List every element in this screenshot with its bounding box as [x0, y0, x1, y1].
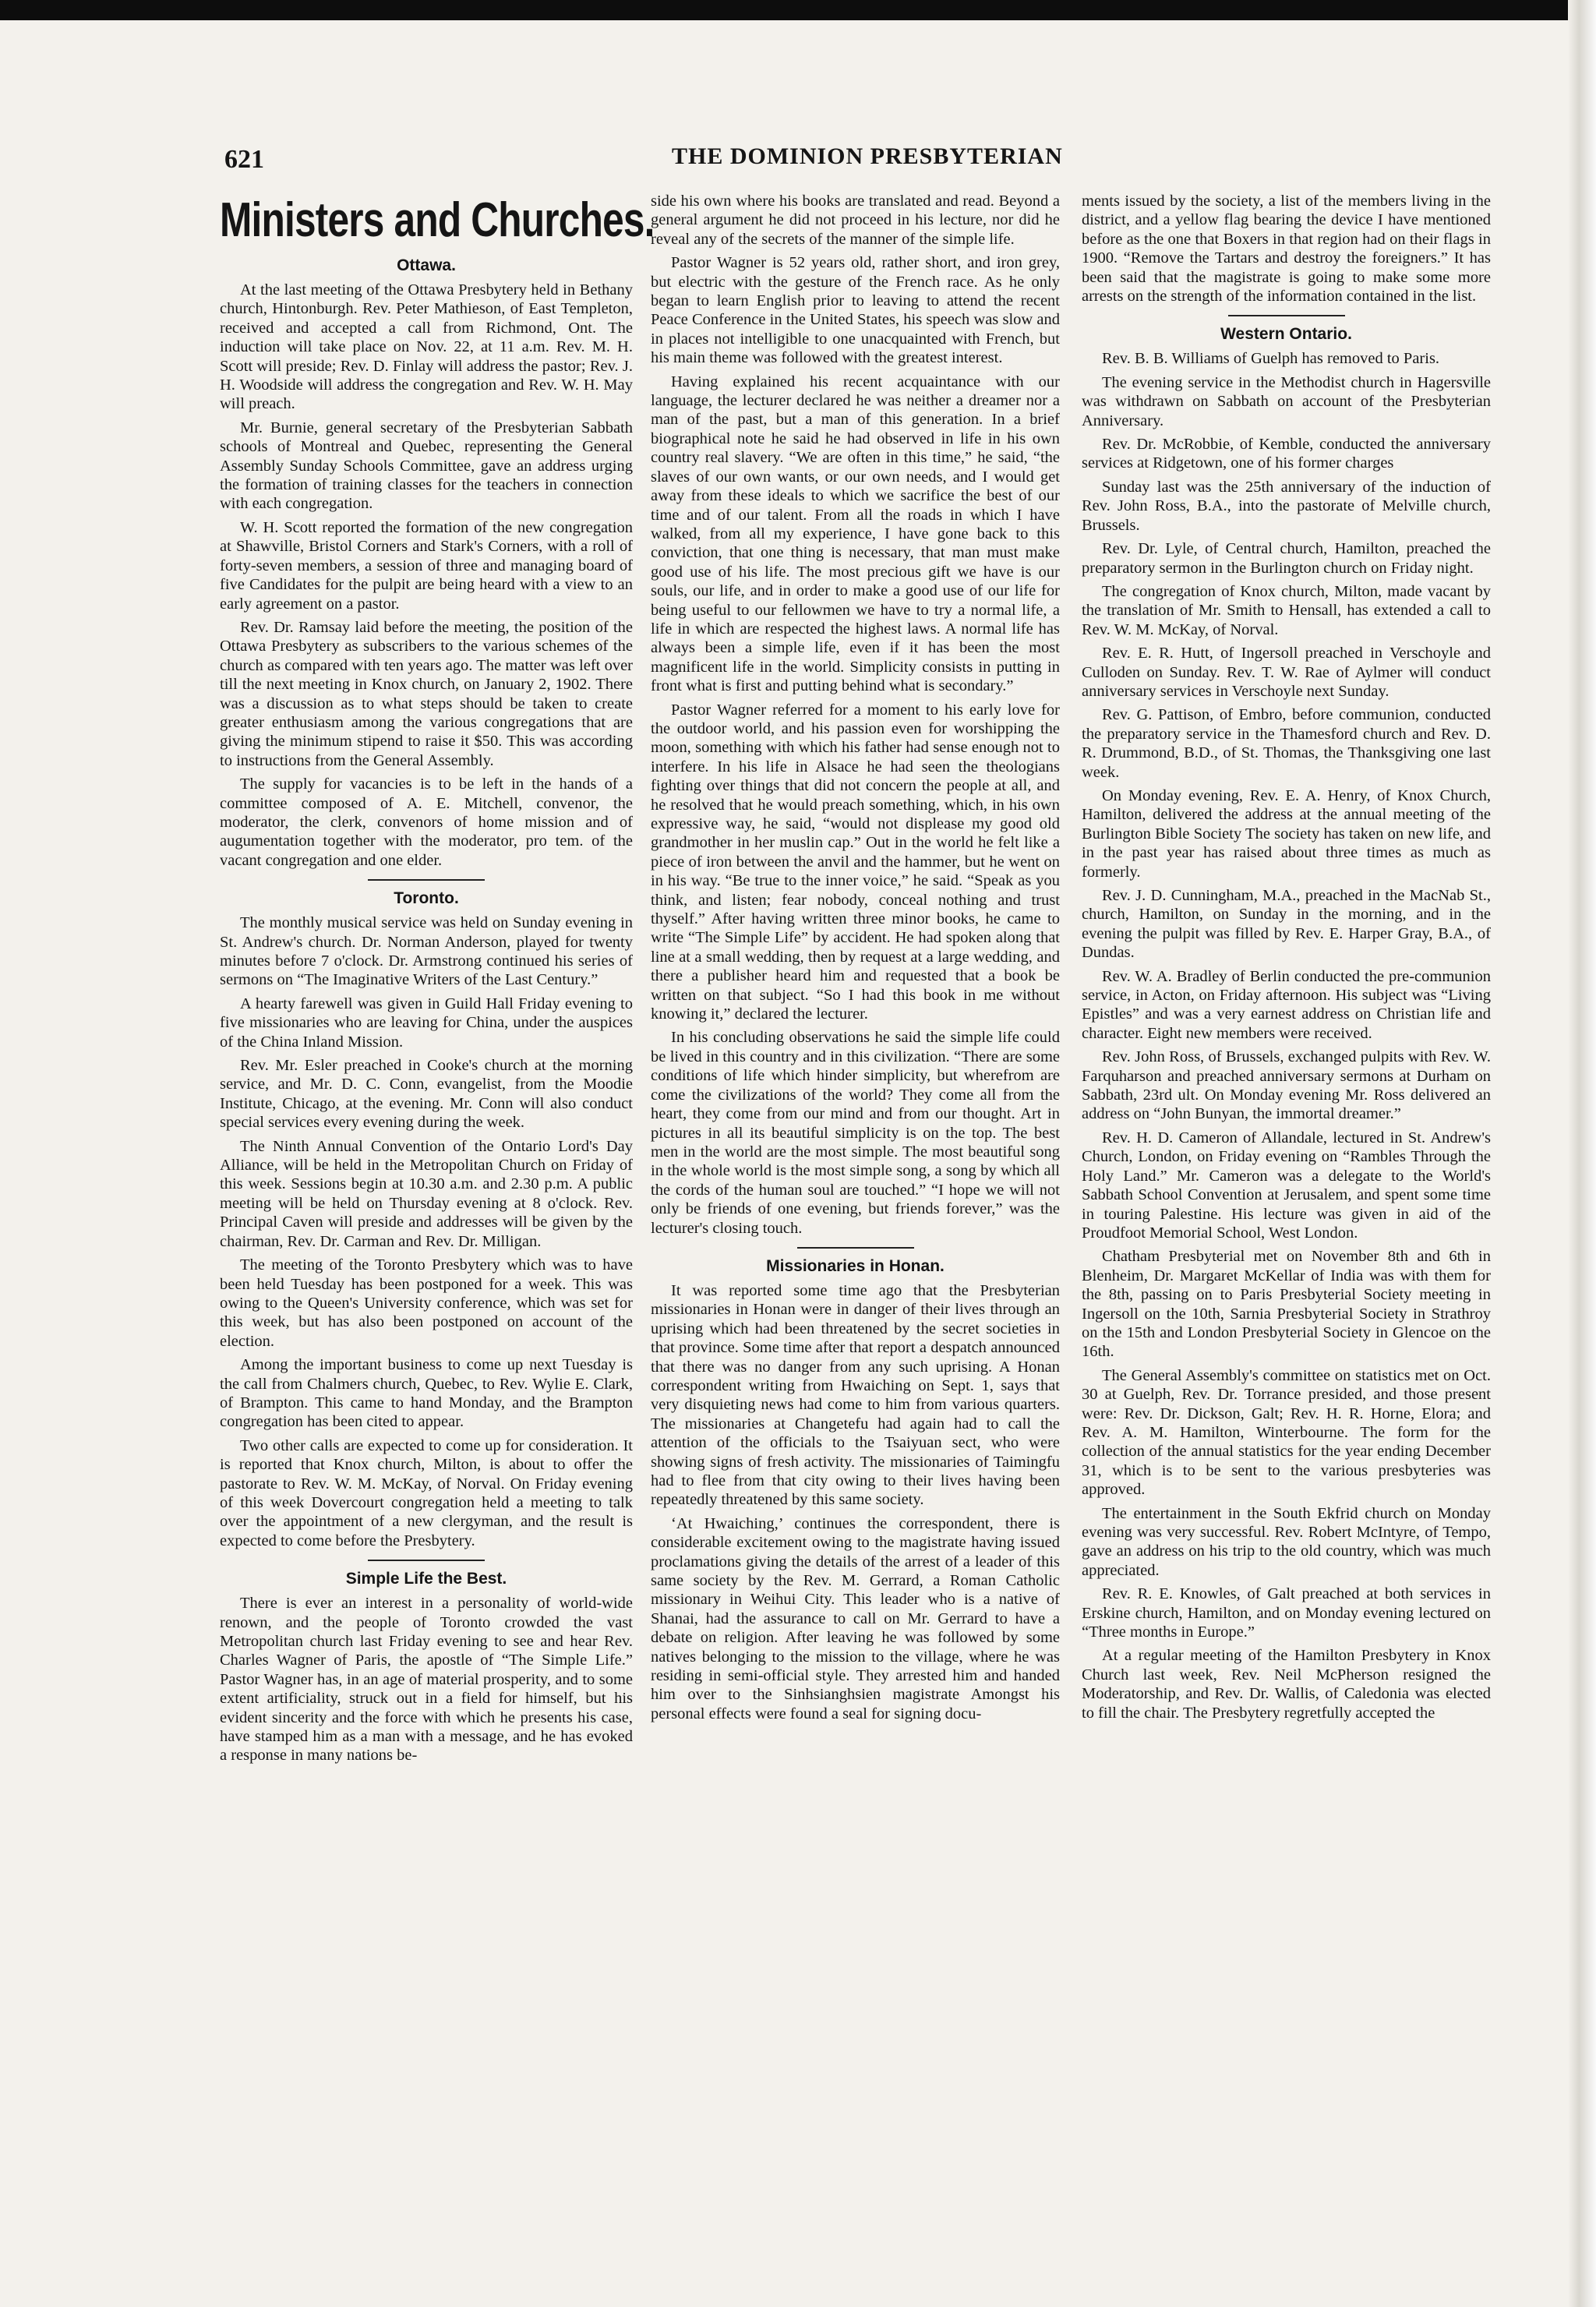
paragraph: At a regular meeting of the Hamilton Presbytery in Knox Church last week, Rev. Neil McPherson resigned the Moderatorship, and Rev. Dr. Wallis, of Caledonia was elected to fill the chair. The Presbytery regretfully accepted the	[1082, 1647, 1491, 1722]
paragraph: ‘At Hwaiching,’ continues the correspondent, there is considerable excitement owing to the magistrate having issued proclamations giving the details of the arrest of a leader of this same society by the Rev. M. Gerrard, a Roman Catholic missionary in Weihui City. This leader who is a native of Shanai, had the assurance to call on Mr. Gerrard to have a debate on religion. After leaving he was followed by some natives belonging to the mission to the village, where he was residing in semi-official style. They arrested him and handed him over to the Sinhsianghsien magistrate Amongst his personal effects were found a seal for signing docu-	[651, 1514, 1060, 1722]
paragraph: The evening service in the Methodist church in Hagersville was withdrawn on Sabbath on account of the Presbyterian Anniversary.	[1082, 373, 1491, 429]
paragraph: At the last meeting of the Ottawa Presbytery held in Bethany church, Hintonburgh. Rev. Peter Mathieson, of East Templeton, received and accepted a call from Richmond, Ont. The induction will take place on Nov. 22, at 11 a.m. Rev. M. H. Scott will preside; Rev. D. Finlay will address the pastor; Rev. J. H. Woodside will address the congregation and Rev. W. H. May will preach.	[220, 281, 633, 413]
paragraph: There is ever an interest in a personality of world-wide renown, and the people of Toronto crowded the vast Metropolitan church last Friday evening to see and hear Rev. Charles Wagner of Paris, the apostle of “The Simple Life.” Pastor Wagner has, in an age of material prosperity, and to some extent artificiality, struck out in a field for himself, but his evident sincerity and the force with which he presents his case, have stamped him as a man with a message, and he has evoked a response in many nations be-	[220, 1595, 633, 1765]
paragraph: W. H. Scott reported the formation of the new congregation at Shawville, Bristol Corners and Stark's Corners, with a roll of forty-seven members, a session of three and managing board of five Candidates for the pulpit are being heard with a view to an early agreement on a pastor.	[220, 518, 633, 613]
section-divider	[368, 1560, 485, 1561]
paragraph: The entertainment in the South Ekfrid church on Monday evening was very successful. Rev. Robert McIntyre, of Tempo, gave an address on his trip to the old country, which was much appreciated.	[1082, 1504, 1491, 1579]
paragraph: Two other calls are expected to come up for consideration. It is reported that Knox church, Milton, is about to offer the pastorate to Rev. W. M. McKay, of Norval. On Friday evening of this week Dovercourt congregation held a meeting to talk over the appointment of a new clergyman, and the result is expected to come before the Presbytery.	[220, 1436, 633, 1549]
page-number: 621	[224, 145, 264, 174]
paragraph: It was reported some time ago that the Presbyterian missionaries in Honan were in danger of their lives through an uprising which had been threatened by the secret societies in that province. Some time after that report a despatch announced that there was no danger from any such uprising. A Honan correspondent writing from Hwaiching on Sept. 1, says that very disquieting news had come to him from various quarters. The missionaries at Changetefu had again had to call the attention of the officials to the Tsaiyuan sect, who were showing signs of fresh activity. The missionaries of Taimingfu had to flee from that city owing to their lives having been repeatedly threatened by this same society.	[651, 1281, 1060, 1509]
scan-top-border	[0, 0, 1596, 20]
column-3	[1082, 192, 1491, 1727]
section-divider	[368, 879, 485, 881]
paragraph: Rev. Mr. Esler preached in Cooke's church at the morning service, and Mr. D. C. Conn, evangelist, from the Moodie Institute, Chicago, at the evening. Mr. Conn will also conduct special services every evening during the week.	[220, 1057, 633, 1132]
publication-title: THE DOMINION PRESBYTERIAN	[672, 143, 1063, 169]
paragraph: Rev. W. A. Bradley of Berlin conducted the pre-communion service, in Acton, on Friday afternoon. His subject was “Living Epistles” and was a very earnest address on Christian life and character. Eight new members were received.	[1082, 967, 1491, 1042]
paragraph: Rev. Dr. Ramsay laid before the meeting, the position of the Ottawa Presbytery as subscribers to the various schemes of the church as compared with ten years ago. The matter was left over till the next meeting in Knox church, on January 2, 1902. There was a discussion as to what steps should be taken to create greater enthusiasm among the various congregations that are giving the minimum stipend to raise it $50. This was according to instructions from the General Assembly.	[220, 618, 633, 769]
paragraph: Rev. G. Pattison, of Embro, before communion, conducted the preparatory service in the Thamesford church and Rev. D. R. Drummond, B.D., of St. Thomas, the Thanksgiving one last week.	[1082, 706, 1491, 781]
paragraph: Rev. John Ross, of Brussels, exchanged pulpits with Rev. W. Farquharson and preached anniversary sermons at Durham on Sabbath, 23rd ult. On Monday evening Mr. Ross delivered an address on “John Bunyan, the immortal dreamer.”	[1082, 1048, 1491, 1123]
section-divider	[797, 1247, 914, 1249]
paragraph: Rev. Dr. McRobbie, of Kemble, conducted the anniversary services at Ridgetown, one of his former charges	[1082, 436, 1491, 472]
heading-western-ontario: Western Ontario.	[1220, 325, 1352, 344]
column-2	[651, 192, 1060, 1728]
paragraph: The Ninth Annual Convention of the Ontario Lord's Day Alliance, will be held in the Metropolitan Church on Friday of this week. Sessions begin at 10.30 a.m. and 2.30 p.m. A public meeting will be held on Thursday evening at 8 o'clock. Rev. Principal Caven will preside and addresses will be given by the chairman, Rev. Dr. Carman and Rev. Dr. Milligan.	[220, 1137, 633, 1250]
paragraph: The supply for vacancies is to be left in the hands of a committee composed of A. E. Mitchell, convenor, the moderator, the clerk, convenors of home mission and of augumentation together with the moderator, pro tem. of the vacant congregation and one elder.	[220, 775, 633, 869]
scan-right-edge	[1568, 0, 1596, 2307]
paragraph: Among the important business to come up next Tuesday is the call from Chalmers church, Quebec, to Rev. Wylie E. Clark, of Brampton. This came to hand Monday, and the Brampton congregation has been cited to appear.	[220, 1356, 633, 1431]
paragraph: Pastor Wagner referred for a moment to his early love for the outdoor world, and his passion even for worshipping the moon, something with which his father had sense enough not to interfere. In his life in Alsace he had seen the theologians fighting over things that did not concern the people at all, and he resolved that he would preach something, which, in his own expressive way, he said, “would not displease my good old grandmother in her muslin cap.” Out in the world he felt like a piece of iron between the anvil and the hammer, but he went on in his way. “Be true to the inner voice,” he said. “Speak as you think, and listen; fear nobody, conceal nothing and trust thyself.” After having written three minor books, he came to write “The Simple Life” by accident. He had spoken along that line at a small wedding, then by request at a large wedding, and there a publisher heard him and requested that a book be written on that subject. “So I had this book in me without knowing it,” declared the lecturer.	[651, 701, 1060, 1023]
heading-missionaries-honan: Missionaries in Honan.	[766, 1256, 945, 1275]
paragraph: Rev. B. B. Williams of Guelph has removed to Paris.	[1102, 350, 1440, 368]
paragraph: ments issued by the society, a list of the members living in the district, and a yellow flag bearing the device I have mentioned before as the one that Boxers in that region had on their flags in 1900. “Remove the Tartars and destroy the foreigners.” It has been said that the magistrate is going to make some more arrests on the strength of the information contained in the list.	[1082, 193, 1491, 306]
paragraph: Mr. Burnie, general secretary of the Presbyterian Sabbath schools of Montreal and Quebec, representing the General Assembly Sunday Schools Committee, gave an address urging the formation of training classes for the teachers in connection with each congregation.	[220, 419, 633, 513]
paragraph: Rev. Dr. Lyle, of Central church, Hamilton, preached the preparatory sermon in the Burlington church on Friday night.	[1082, 540, 1491, 577]
heading-toronto: Toronto.	[394, 889, 459, 908]
paragraph: Pastor Wagner is 52 years old, rather short, and iron grey, but electric with the gesture of the French race. As he only began to learn English prior to leaving to attend the recent Peace Conference in the United States, his speech was slow and in places not intelligible to one unacquainted with French, but his main theme was followed with the greatest interest.	[651, 254, 1060, 367]
column-1	[220, 187, 655, 1770]
paragraph: side his own where his books are translated and read. Beyond a general argument he did not proceed in his lecture, nor did he reveal any of the secrets of the manner of the simple life.	[651, 193, 1060, 248]
paragraph: A hearty farewell was given in Guild Hall Friday evening to five missionaries who are leaving for China, under the auspices of the China Inland Mission.	[220, 995, 633, 1051]
paragraph: Chatham Presbyterial met on November 8th and 6th in Blenheim, Dr. Margaret McKellar of India was with them for the 8th, passing on to Paris Presbyterial Society meeting in Ingersoll on the 10th, Sarnia Presbyterial Society in Strathroy on the 15th and London Presbyterial Society in Glencoe on the 16th.	[1082, 1248, 1491, 1361]
section-title: Ministers and Churches.	[220, 193, 655, 247]
paragraph: On Monday evening, Rev. E. A. Henry, of Knox Church, Hamilton, delivered the address at the annual meeting of the Burlington Bible Society The society has taken on new life, and in the past year has raised about three times as much as formerly.	[1082, 786, 1491, 881]
section-divider	[1228, 315, 1345, 316]
paragraph: Rev. R. E. Knowles, of Galt preached at both services in Erskine church, Hamilton, and on Monday evening lectured on “Three months in Europe.”	[1082, 1585, 1491, 1641]
paragraph: In his concluding observations he said the simple life could be lived in this country and in this civilization. “There are some conditions of life which hinder simplicity, but wherefrom are come the civilizations of the world? They come all from the heart, they come from our mind and from our thought. Art in pictures in all its beautiful simplicity is on the top. The best men in the world are the most simple. The most beautiful song in the whole world is the most simple song, a song by which all the cords of the human soul are touched.” “I hope we will not only be friends of one evening, but friends forever,” was the lecturer's closing touch.	[651, 1029, 1060, 1237]
paragraph: The monthly musical service was held on Sunday evening in St. Andrew's church. Dr. Norman Anderson, played for twenty minutes before 7 o'clock. Dr. Armstrong continued his series of sermons on “The Imaginative Writers of the Last Century.”	[220, 914, 633, 989]
heading-simple-life: Simple Life the Best.	[345, 1570, 507, 1588]
paragraph: Sunday last was the 25th anniversary of the induction of Rev. John Ross, B.A., into the pastorate of Melville church, Brussels.	[1082, 478, 1491, 534]
paragraph: The General Assembly's committee on statistics met on Oct. 30 at Guelph, Rev. Dr. Torrance presided, and those present were: Rev. Dr. Dickson, Galt; Rev. H. R. Horne, Elora; and Rev. A. M. Hamilton, Winterbourne. The form for the collection of the annual statistics for the year ending December 31, which is to be sent to the various presbyteries was approved.	[1082, 1366, 1491, 1499]
paragraph: Rev. J. D. Cunningham, M.A., preached in the MacNab St., church, Hamilton, on Sunday in the morning, and in the evening the pulpit was filled by Rev. E. Harper Gray, B.A., of Dundas.	[1082, 887, 1491, 962]
paragraph: Rev. E. R. Hutt, of Ingersoll preached in Verschoyle and Culloden on Sunday. Rev. T. W. Rae of Aylmer will conduct anniversary services in Verschoyle next Sunday.	[1082, 645, 1491, 700]
paragraph: The meeting of the Toronto Presbytery which was to have been held Tuesday has been postponed for a week. This was owing to the Queen's University conference, which was set for this week, but has also been postponed on account of the election.	[220, 1256, 633, 1350]
paragraph: The congregation of Knox church, Milton, made vacant by the translation of Mr. Smith to Hensall, has extended a call to Rev. W. M. McKay, of Norval.	[1082, 582, 1491, 638]
heading-ottawa: Ottawa.	[397, 256, 456, 274]
paragraph: Rev. H. D. Cameron of Allandale, lectured in St. Andrew's Church, London, on Friday evening on “Rambles Through the Holy Land.” Mr. Cameron was a delegate to the World's Sabbath School Convention at Jerusalem, and spent some time in touring Palestine. His lecture was given in aid of the Proudfoot Memorial School, West London.	[1082, 1129, 1491, 1242]
paragraph: Having explained his recent acquaintance with our language, the lecturer declared he was neither a dreamer nor a man of the past, but a man of this generation. In a brief biographical note he said he had observed in life in his own country real slavery. “We are often in this time,” he said, “the slaves of our own wants, or our own needs, and I would get away from these ideals to which we sacrifice the best of our time and of our talent. From all the roads in which I have walked, from all my experience, I have gone back to this conviction, that one thing is necessary, that man must make good use of his life. The most precious gift we have is our souls, our life, and in order to make a good use of our life for being useful to our fellowmen we have to try a normal life, a life in which are respected the highest laws. A normal life has always been a simple life, even if it has been the most magnificent life in the world. Simplicity consists in putting in front what is first and putting behind what is secondary.”	[651, 373, 1060, 695]
